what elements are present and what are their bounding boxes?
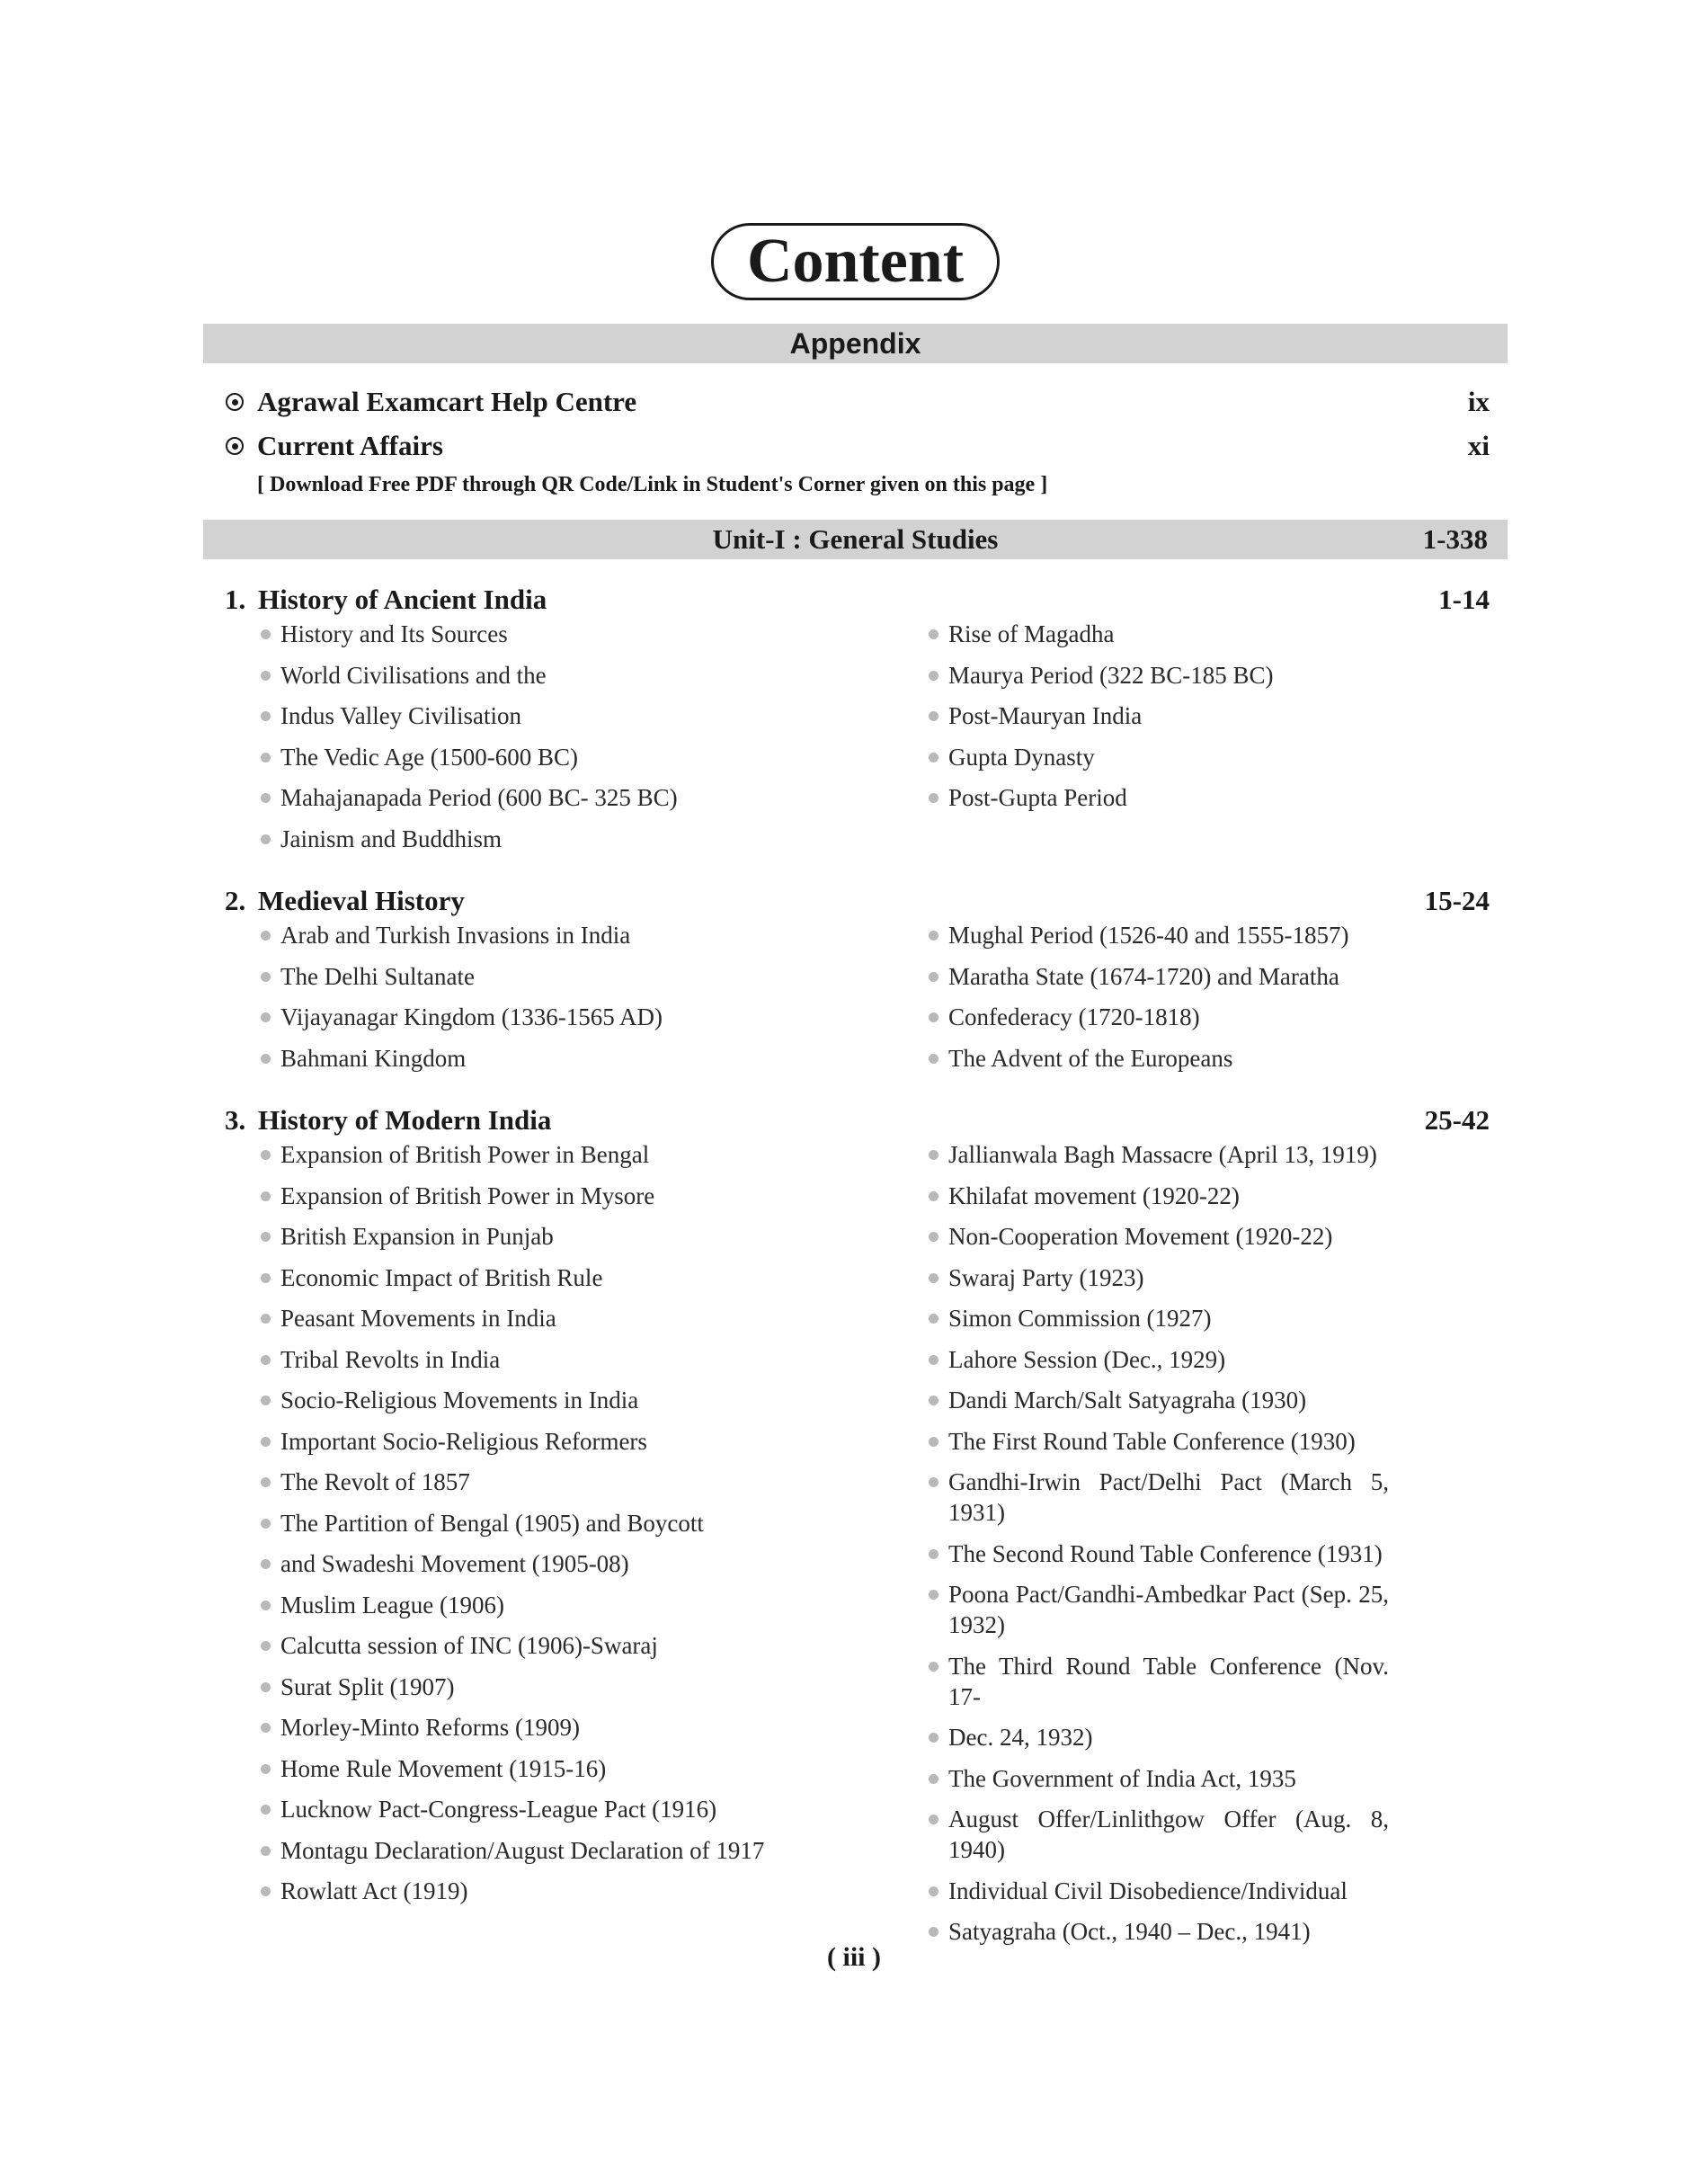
topic-item: Simon Commission (1927) — [927, 1303, 1389, 1333]
topic-item: Muslim League (1906) — [259, 1590, 917, 1620]
chapter-heading[interactable] — [203, 1101, 1508, 1139]
topic-item: The Vedic Age (1500-600 BC) — [259, 742, 917, 772]
topic-item: Satyagraha (Oct., 1940 – Dec., 1941) — [927, 1916, 1389, 1947]
topic-item: Rowlatt Act (1919) — [259, 1876, 917, 1906]
topic-item: Dec. 24, 1932) — [927, 1722, 1389, 1752]
chapter-title: History of Ancient India — [258, 584, 547, 615]
topic-item: Individual Civil Disobedience/Individual — [927, 1876, 1389, 1906]
chapter-title: Medieval History — [258, 885, 465, 916]
unit-pages: 1-338 — [1422, 523, 1488, 555]
appendix-item-label: Current Affairs — [257, 430, 443, 461]
chapter-title: History of Modern India — [258, 1104, 552, 1136]
chapter-number: 1. — [225, 584, 246, 615]
topic-item: Expansion of British Power in Mysore — [259, 1181, 917, 1211]
chapter-pages: 1-14 — [1438, 584, 1490, 615]
chapter-pages: 25-42 — [1424, 1104, 1490, 1136]
topic-item: Vijayanagar Kingdom (1336-1565 AD) — [259, 1002, 917, 1032]
topic-item: The First Round Table Conference (1930) — [927, 1426, 1389, 1457]
topic-item: Lucknow Pact-Congress-League Pact (1916) — [259, 1794, 917, 1824]
topic-item: Arab and Turkish Invasions in India — [259, 920, 917, 950]
appendix-item-current-affairs[interactable] — [203, 424, 1508, 468]
chapter-heading[interactable] — [203, 581, 1508, 619]
topic-item: Jallianwala Bagh Massacre (April 13, 1919) — [927, 1139, 1389, 1170]
topic-item: and Swadeshi Movement (1905-08) — [259, 1548, 917, 1579]
appendix-list — [203, 379, 1508, 502]
topic-item: The Revolt of 1857 — [259, 1467, 917, 1497]
chapter-number: 3. — [225, 1104, 246, 1136]
topic-column-right — [927, 1139, 1508, 1957]
topic-item: Non-Cooperation Movement (1920-22) — [927, 1221, 1389, 1252]
contents-page — [203, 223, 1508, 1957]
topic-item: The Government of India Act, 1935 — [927, 1763, 1389, 1794]
chapter-number: 2. — [225, 885, 246, 916]
topic-item: Jainism and Buddhism — [259, 824, 917, 854]
topic-column-right — [927, 619, 1508, 824]
topic-item: August Offer/Linlithgow Offer (Aug. 8, 1940) — [927, 1804, 1389, 1865]
topic-item: Maurya Period (322 BC-185 BC) — [927, 660, 1389, 691]
topic-item: World Civilisations and the — [259, 660, 917, 691]
title-wrap — [203, 223, 1508, 306]
appendix-item-help-centre[interactable] — [203, 379, 1508, 424]
topic-item: Surat Split (1907) — [259, 1672, 917, 1702]
topic-columns — [203, 1139, 1508, 1957]
topic-item: Post-Mauryan India — [927, 700, 1389, 731]
topic-item: The Partition of Bengal (1905) and Boycott — [259, 1508, 917, 1538]
topic-item: Swaraj Party (1923) — [927, 1262, 1389, 1293]
appendix-item-page: ix — [1467, 386, 1490, 417]
topic-item: Maratha State (1674-1720) and Maratha — [927, 961, 1389, 992]
topic-column-right — [927, 920, 1508, 1083]
target-bullet-icon — [226, 393, 244, 411]
topic-item: Peasant Movements in India — [259, 1303, 917, 1333]
topic-item: The Advent of the Europeans — [927, 1043, 1389, 1074]
download-note: [ Download Free PDF through QR Code/Link in Student's Corner given on this page ] — [257, 473, 1048, 496]
topic-item: Indus Valley Civilisation — [259, 700, 917, 731]
topic-item: The Second Round Table Conference (1931) — [927, 1538, 1389, 1569]
unit-heading — [203, 520, 1508, 559]
topic-item: Morley-Minto Reforms (1909) — [259, 1712, 917, 1743]
unit-title: Unit-I : General Studies — [712, 523, 999, 555]
topic-column-left — [259, 1139, 917, 1917]
appendix-heading: Appendix — [203, 324, 1508, 363]
topic-item: Mughal Period (1526-40 and 1555-1857) — [927, 920, 1389, 950]
topic-item: Post-Gupta Period — [927, 782, 1389, 813]
topic-item: Economic Impact of British Rule — [259, 1262, 917, 1293]
page-title: Content — [711, 223, 1000, 300]
topic-item: British Expansion in Punjab — [259, 1221, 917, 1252]
topic-item: Calcutta session of INC (1906)-Swaraj — [259, 1630, 917, 1661]
appendix-item-page: xi — [1467, 430, 1490, 461]
topic-item: Gupta Dynasty — [927, 742, 1389, 772]
topic-item: Dandi March/Salt Satyagraha (1930) — [927, 1385, 1389, 1415]
topic-item: Expansion of British Power in Bengal — [259, 1139, 917, 1170]
topic-item: Khilafat movement (1920-22) — [927, 1181, 1389, 1211]
topic-item: Confederacy (1720-1818) — [927, 1002, 1389, 1032]
chapter-section — [203, 1101, 1508, 1957]
topic-item: Mahajanapada Period (600 BC- 325 BC) — [259, 782, 917, 813]
topic-item: The Delhi Sultanate — [259, 961, 917, 992]
topic-item: Lahore Session (Dec., 1929) — [927, 1344, 1389, 1375]
topic-column-left — [259, 920, 917, 1083]
topic-item: Tribal Revolts in India — [259, 1344, 917, 1375]
topic-item: Bahmani Kingdom — [259, 1043, 917, 1074]
topic-item: History and Its Sources — [259, 619, 917, 649]
topic-item: Montagu Declaration/August Declaration of 1917 — [259, 1835, 917, 1866]
target-bullet-icon — [226, 437, 244, 455]
topic-item: Socio-Religious Movements in India — [259, 1385, 917, 1415]
topic-item: Rise of Magadha — [927, 619, 1389, 649]
topic-item: Gandhi-Irwin Pact/Delhi Pact (March 5, 1931) — [927, 1467, 1389, 1528]
page-number: ( iii ) — [827, 1942, 881, 1972]
topic-column-left — [259, 619, 917, 864]
topic-item: Home Rule Movement (1915-16) — [259, 1753, 917, 1784]
chapter-list — [203, 581, 1508, 1957]
chapter-pages: 15-24 — [1424, 885, 1490, 916]
topic-item: Poona Pact/Gandhi-Ambedkar Pact (Sep. 25, 1932) — [927, 1579, 1389, 1640]
topic-item: Important Socio-Religious Reformers — [259, 1426, 917, 1457]
chapter-section — [203, 581, 1508, 864]
topic-columns — [203, 619, 1508, 864]
topic-columns — [203, 920, 1508, 1083]
appendix-item-label: Agrawal Examcart Help Centre — [257, 386, 637, 417]
topic-item: The Third Round Table Conference (Nov. 17- — [927, 1651, 1389, 1712]
chapter-section — [203, 882, 1508, 1083]
chapter-heading[interactable] — [203, 882, 1508, 920]
